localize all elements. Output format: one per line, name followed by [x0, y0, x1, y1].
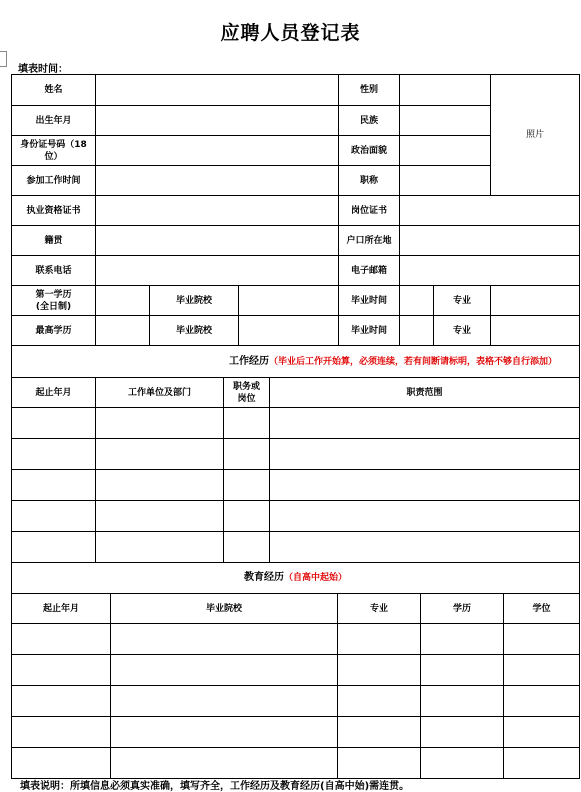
input-major-2[interactable]	[491, 316, 580, 346]
work-section-header	[12, 346, 580, 378]
label-phone: 联系电话	[12, 256, 96, 286]
edu-cell[interactable]	[421, 686, 504, 717]
edu-cell[interactable]	[111, 624, 338, 655]
input-major-1[interactable]	[491, 286, 580, 316]
edu-cell[interactable]	[504, 686, 580, 717]
edu-cell[interactable]	[338, 686, 421, 717]
photo-label: 照片	[526, 130, 545, 140]
edu-cell[interactable]	[111, 686, 338, 717]
input-phone[interactable]	[96, 256, 339, 286]
input-grad-time-2[interactable]	[400, 316, 434, 346]
input-birth[interactable]	[96, 106, 339, 136]
work-cell[interactable]	[270, 470, 580, 501]
work-cell[interactable]	[96, 408, 224, 439]
edu-cell[interactable]	[12, 624, 111, 655]
label-email: 电子邮箱	[339, 256, 400, 286]
basic-info-table	[11, 74, 580, 346]
work-experience-table	[11, 345, 580, 563]
input-school-2[interactable]	[239, 316, 339, 346]
edu-section-note: （自高中起始）	[284, 573, 348, 583]
input-first-degree[interactable]	[96, 286, 150, 316]
edu-cell[interactable]	[338, 655, 421, 686]
work-col-position: 职务或 岗位	[224, 378, 270, 408]
work-col-period: 起止年月	[12, 378, 96, 408]
table-row	[12, 655, 580, 686]
work-section-note: （毕业后工作开始算，必须连续，若有间断请标明，表格不够自行添加）	[269, 356, 558, 367]
work-cell[interactable]	[270, 439, 580, 470]
edu-cell[interactable]	[338, 717, 421, 748]
work-cell[interactable]	[12, 532, 96, 563]
label-name: 姓名	[12, 75, 96, 106]
page-title: 应聘人员登记表	[220, 22, 361, 44]
footer-note: 填表说明：所填信息必须真实准确，填写齐全，工作经历及教育经历(自高中始)需连贯。	[20, 781, 410, 792]
label-grad-time-2: 毕业时间	[339, 316, 400, 346]
work-cell[interactable]	[270, 532, 580, 563]
input-id-number[interactable]	[96, 136, 339, 166]
work-cell[interactable]	[96, 501, 224, 532]
label-birth: 出生年月	[12, 106, 96, 136]
table-row	[12, 686, 580, 717]
input-name[interactable]	[96, 75, 339, 106]
work-cell[interactable]	[12, 408, 96, 439]
input-school-1[interactable]	[239, 286, 339, 316]
edu-cell[interactable]	[421, 717, 504, 748]
edu-cell[interactable]	[504, 655, 580, 686]
label-work-start: 参加工作时间	[12, 166, 96, 196]
edu-section-title: 教育经历	[244, 572, 284, 583]
label-ethnicity: 民族	[339, 106, 400, 136]
edu-col-major: 专业	[338, 594, 421, 624]
edu-cell[interactable]	[12, 655, 111, 686]
input-gender[interactable]	[400, 75, 491, 106]
edu-col-period: 起止年月	[12, 594, 111, 624]
table-row	[12, 532, 580, 563]
label-major-2: 专业	[434, 316, 491, 346]
edu-cell[interactable]	[338, 748, 421, 779]
edu-cell[interactable]	[504, 624, 580, 655]
edu-col-degree-level: 学历	[421, 594, 504, 624]
work-col-unit: 工作单位及部门	[96, 378, 224, 408]
label-qualification: 执业资格证书	[12, 196, 96, 226]
edu-col-degree: 学位	[504, 594, 580, 624]
fill-time-label: 填表时间：	[18, 64, 68, 75]
table-row	[12, 439, 580, 470]
input-post-cert[interactable]	[400, 196, 580, 226]
work-cell[interactable]	[12, 470, 96, 501]
edu-cell[interactable]	[111, 655, 338, 686]
edu-cell[interactable]	[338, 624, 421, 655]
work-cell[interactable]	[224, 408, 270, 439]
work-cell[interactable]	[224, 470, 270, 501]
label-id-number: 身份证号码（18 位）	[12, 136, 96, 166]
edu-cell[interactable]	[421, 748, 504, 779]
input-grad-time-1[interactable]	[400, 286, 434, 316]
label-native: 籍贯	[12, 226, 96, 256]
edu-section-header	[12, 563, 580, 594]
edu-cell[interactable]	[504, 748, 580, 779]
label-first-degree: 第一学历 (全日制)	[12, 286, 96, 316]
edu-cell[interactable]	[421, 655, 504, 686]
photo-box[interactable]	[491, 75, 580, 196]
input-title[interactable]	[400, 166, 491, 196]
work-cell[interactable]	[12, 501, 96, 532]
work-cell[interactable]	[224, 501, 270, 532]
label-grad-time-1: 毕业时间	[339, 286, 400, 316]
label-hukou: 户口所在地	[339, 226, 400, 256]
edu-cell[interactable]	[421, 624, 504, 655]
table-row	[12, 624, 580, 655]
input-email[interactable]	[400, 256, 580, 286]
table-row	[12, 748, 580, 779]
edu-cell[interactable]	[504, 717, 580, 748]
edu-cell[interactable]	[12, 686, 111, 717]
label-major-1: 专业	[434, 286, 491, 316]
work-cell[interactable]	[96, 532, 224, 563]
table-row	[12, 717, 580, 748]
education-experience-table	[11, 562, 580, 779]
work-cell[interactable]	[224, 439, 270, 470]
input-ethnicity[interactable]	[400, 106, 491, 136]
work-section-title: 工作经历	[229, 355, 269, 367]
work-cell[interactable]	[96, 439, 224, 470]
label-politics: 政治面貌	[339, 136, 400, 166]
work-cell[interactable]	[12, 439, 96, 470]
input-work-start[interactable]	[96, 166, 339, 196]
label-gender: 性别	[339, 75, 400, 106]
work-cell[interactable]	[270, 501, 580, 532]
edu-cell[interactable]	[12, 748, 111, 779]
input-highest-degree[interactable]	[96, 316, 150, 346]
input-hukou[interactable]	[400, 226, 580, 256]
label-post-cert: 岗位证书	[339, 196, 400, 226]
page-corner-mark	[0, 51, 7, 67]
work-cell[interactable]	[224, 532, 270, 563]
label-highest-degree: 最高学历	[12, 316, 96, 346]
edu-cell[interactable]	[12, 717, 111, 748]
input-native[interactable]	[96, 226, 339, 256]
table-row	[12, 470, 580, 501]
table-row	[12, 408, 580, 439]
table-row	[12, 501, 580, 532]
label-school-1: 毕业院校	[150, 286, 239, 316]
input-politics[interactable]	[400, 136, 491, 166]
edu-cell[interactable]	[111, 748, 338, 779]
work-col-duty: 职责范围	[270, 378, 580, 408]
label-school-2: 毕业院校	[150, 316, 239, 346]
edu-col-school: 毕业院校	[111, 594, 338, 624]
edu-cell[interactable]	[111, 717, 338, 748]
input-qualification[interactable]	[96, 196, 339, 226]
label-title: 职称	[339, 166, 400, 196]
work-cell[interactable]	[96, 470, 224, 501]
work-cell[interactable]	[270, 408, 580, 439]
